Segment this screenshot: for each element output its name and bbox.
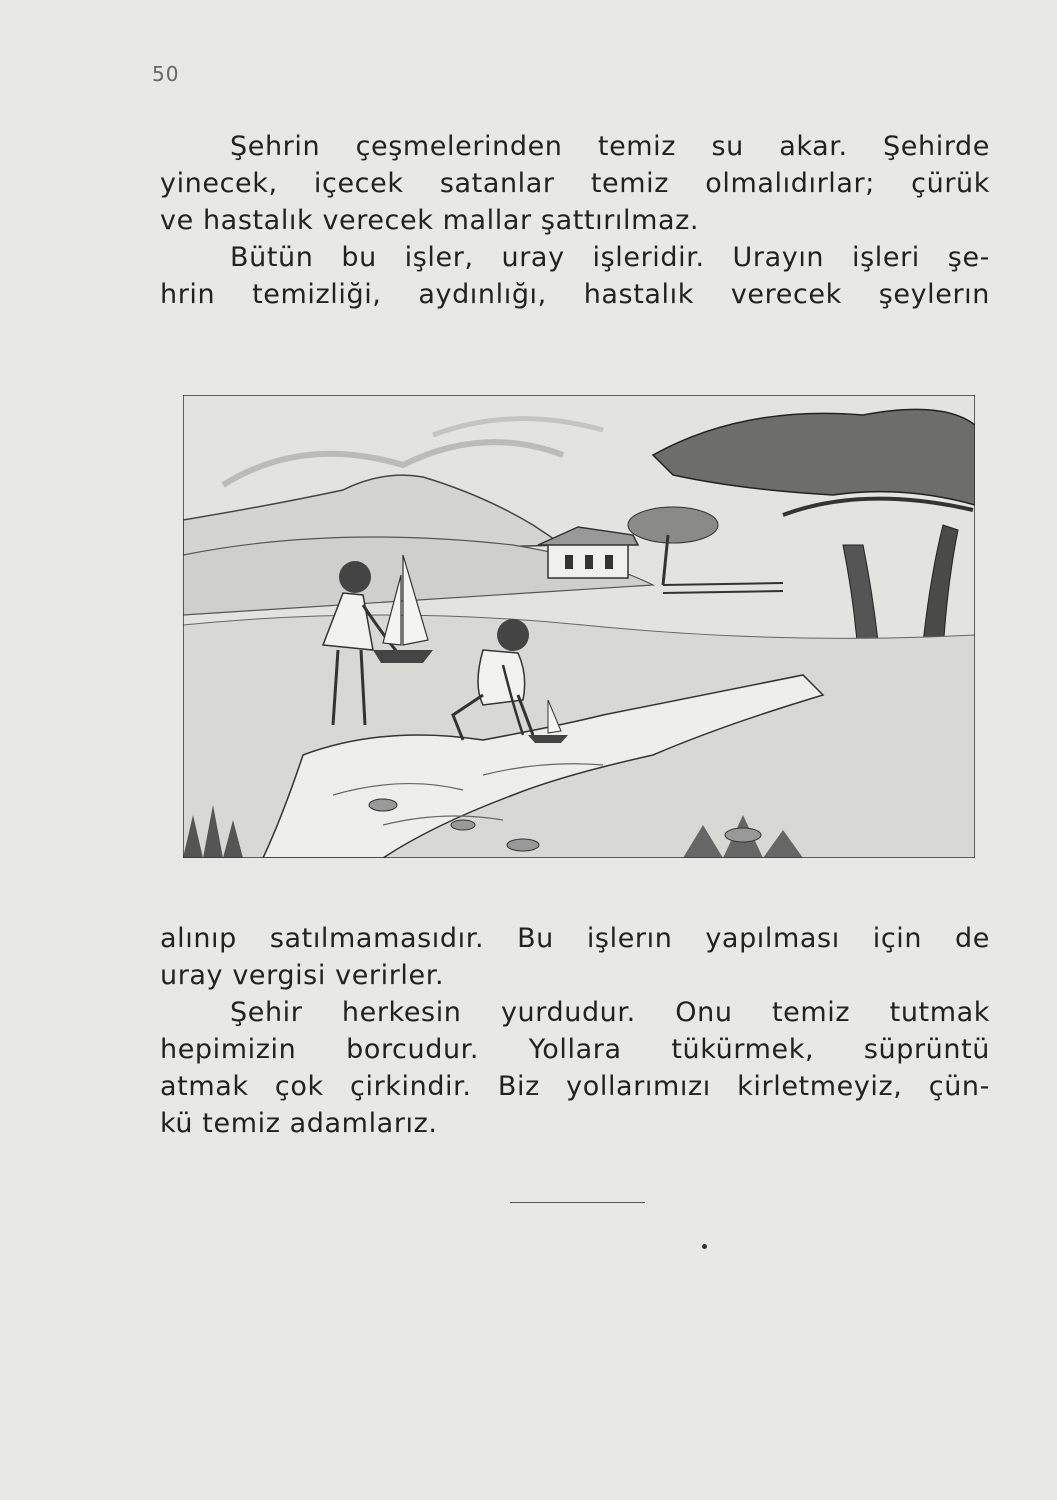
illustration-children-toy-boat xyxy=(183,395,975,858)
text-line: ve hastalık verecek mallar şattırılmaz. xyxy=(160,205,700,236)
text-line: atmak çok çirkindir. Biz yollarımızı kirletmeyiz, çün- xyxy=(160,1071,990,1102)
text-line: Şehrin çeşmelerinden temiz su akar. Şehirde xyxy=(230,131,990,162)
text-line: kü temiz adamlarız. xyxy=(160,1108,438,1139)
text-line: Şehir herkesin yurdudur. Onu temiz tutmak xyxy=(230,997,990,1028)
paragraph-bottom xyxy=(160,920,990,1142)
decorative-dot xyxy=(702,1244,707,1249)
text-line: uray vergisi verirler. xyxy=(160,960,445,991)
text-line: alınıp satılmamasıdır. Bu işlerın yapılması için de xyxy=(160,923,990,954)
paragraph-top xyxy=(160,128,990,313)
text-line: hrin temizliği, aydınlığı, hastalık verecek şeylerın xyxy=(160,279,990,310)
page-number: 50 xyxy=(152,62,180,86)
text-line: Bütün bu işler, uray işleridir. Urayın işleri şe- xyxy=(230,242,990,273)
section-divider xyxy=(510,1202,645,1203)
text-line: hepimizin borcudur. Yollara tükürmek, süprüntü xyxy=(160,1034,990,1065)
text-line: yinecek, içecek satanlar temiz olmalıdırlar; çürük xyxy=(160,168,990,199)
